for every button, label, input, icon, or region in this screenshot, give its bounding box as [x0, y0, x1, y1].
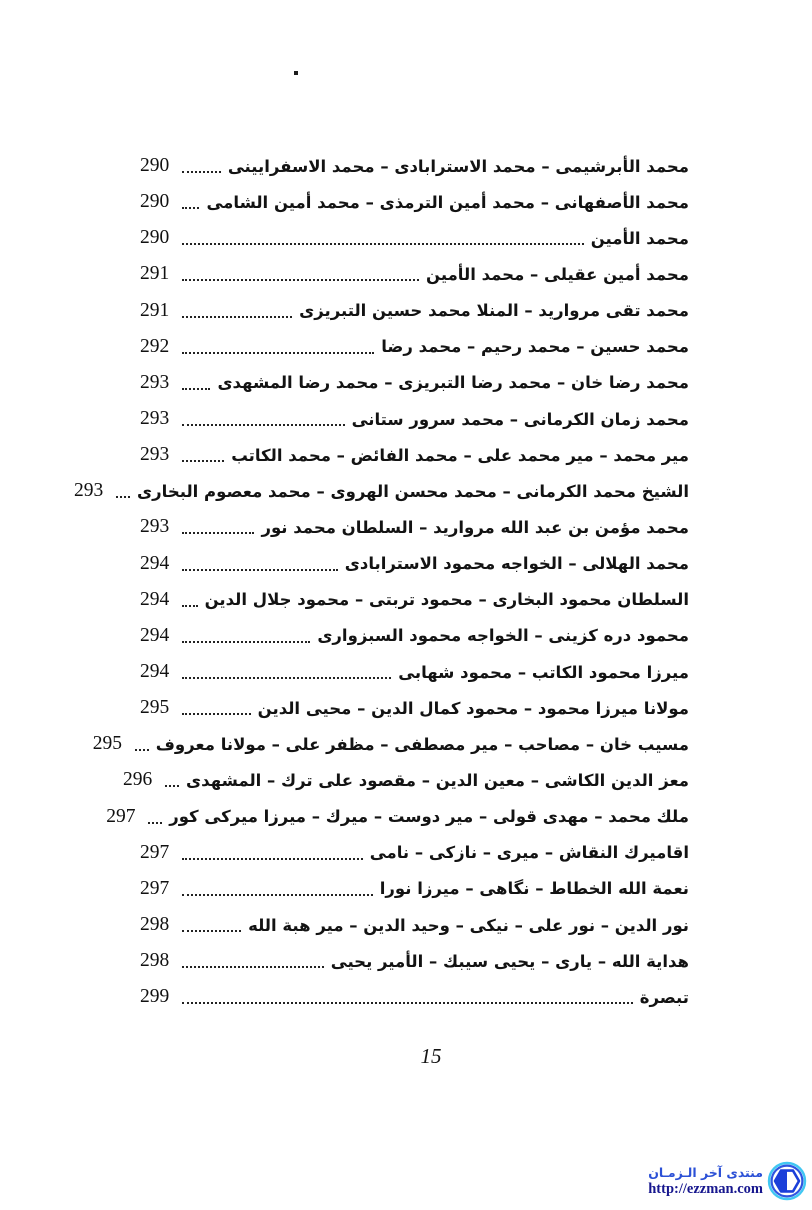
dot-leader [182, 460, 224, 462]
toc-row [140, 329, 689, 365]
toc-row [140, 979, 689, 1015]
toc-entry-names: اقاميرك النقاش – ميرى – نازكى – نامى [369, 843, 689, 863]
toc-page-number: 291 [140, 299, 170, 321]
toc-row [92, 726, 689, 762]
watermark-text-block [648, 1165, 763, 1198]
toc-entry-names: مولانا ميرزا محمود – محمود كمال الدين – محيى الدين [257, 698, 689, 718]
toc-row [140, 293, 689, 329]
dot-leader [182, 858, 363, 860]
toc-page-number: 291 [140, 263, 170, 285]
toc-page-number: 297 [140, 877, 170, 899]
toc-entry-names: محمود دره كزينى – الخواجه محمود السبزوارى [317, 626, 689, 646]
toc-row [140, 365, 689, 401]
toc-row [140, 690, 689, 726]
toc-page-number: 292 [140, 335, 170, 357]
toc-entry-names: نور الدين – نور على – نيكى – وحيد الدين – مير هبة الله [248, 915, 689, 935]
toc-page-number: 294 [140, 661, 170, 683]
toc-row [140, 184, 689, 220]
dot-leader [182, 352, 374, 354]
toc-page-number: 298 [140, 950, 170, 972]
toc-row [140, 509, 689, 545]
toc-entry-names: الشيخ محمد الكرمانى – محمد محسن الهروى – محمد معصوم البخارى [137, 481, 689, 501]
dot-leader [116, 496, 130, 498]
toc-entry-names: محمد حسين – محمد رحيم – محمد رضا [381, 337, 689, 357]
toc-page-number: 290 [140, 191, 170, 213]
toc-page-number: 297 [140, 841, 170, 863]
dot-leader [182, 930, 241, 932]
dot-leader [182, 388, 210, 390]
toc-row [140, 220, 689, 256]
toc-page-number: 298 [140, 914, 170, 936]
toc-row [140, 437, 689, 473]
toc-page-number: 294 [140, 552, 170, 574]
dot-leader [182, 569, 338, 571]
forum-logo-icon [767, 1160, 807, 1202]
watermark-footer [648, 1160, 807, 1202]
toc-page-number: 295 [92, 733, 122, 755]
toc-row [140, 943, 689, 979]
dot-leader [182, 1002, 633, 1004]
toc-row [140, 618, 689, 654]
toc-entry-names: محمد رضا خان – محمد رضا التبريزى – محمد رضا المشهدى [217, 373, 689, 393]
toc-entry-names: محمد الأبرشيمى – محمد الاسترابادى – محمد الاسفرايينى [227, 156, 689, 176]
toc-page-number: 290 [140, 155, 170, 177]
toc-entry-names: محمد أمين عقيلى – محمد الأمين [426, 264, 689, 284]
dot-leader [182, 677, 391, 679]
toc-entry-names: مير محمد – مير محمد على – محمد الفائض – محمد الكاتب [231, 445, 689, 465]
toc-row [140, 148, 689, 184]
toc-entry-names: محمد الهلالى – الخواجه محمود الاسترابادى [344, 554, 689, 574]
toc-entry-names: مسيب خان – مصاحب – مير مصطفى – مظفر على – مولانا معروف [155, 734, 689, 754]
toc-row [140, 871, 689, 907]
forum-name: منتدى آخر الـزمـان [648, 1164, 763, 1180]
toc-entry-names: محمد الأمين [590, 228, 689, 248]
toc-row [140, 654, 689, 690]
toc-page-number: 293 [140, 408, 170, 430]
toc-entry-names: معز الدين الكاشى – معين الدين – مقصود على ترك – المشهدى [186, 770, 689, 790]
dot-leader [182, 171, 221, 173]
dot-leader [182, 316, 292, 318]
toc-entry-names: نعمة الله الخطاط – نگاهى – ميرزا نورا [379, 879, 689, 899]
toc-page-number: 299 [140, 986, 170, 1008]
toc-row [140, 835, 689, 871]
stray-ink-dot [294, 71, 298, 75]
toc-page-number: 290 [140, 227, 170, 249]
toc-page-number: 294 [140, 624, 170, 646]
dot-leader [182, 243, 584, 245]
toc-entry-names: ميرزا محمود الكاتب – محمود شهابى [398, 662, 689, 682]
toc-row [140, 582, 689, 618]
toc-row [74, 473, 689, 509]
toc-page-number: 296 [123, 769, 153, 791]
dot-leader [182, 966, 324, 968]
dot-leader [182, 279, 419, 281]
dot-leader [148, 822, 162, 824]
toc-list [74, 148, 689, 1015]
dot-leader [135, 749, 149, 751]
toc-page-number: 297 [106, 805, 136, 827]
dot-leader [182, 605, 198, 607]
toc-entry-names: محمد الأصفهانى – محمد أمين الترمذى – محمد أمين الشامى [206, 192, 689, 212]
toc-row [106, 799, 689, 835]
toc-entry-names: محمد مؤمن بن عبد الله مرواريد – السلطان محمد نور [261, 517, 689, 537]
dot-leader [182, 713, 251, 715]
dot-leader [182, 424, 345, 426]
toc-page-number: 293 [140, 371, 170, 393]
toc-row [140, 256, 689, 292]
toc-entry-names: تبصرة [639, 987, 689, 1007]
toc-page-number: 293 [140, 444, 170, 466]
toc-row [140, 546, 689, 582]
toc-page-number: 293 [140, 516, 170, 538]
toc-row [140, 401, 689, 437]
toc-entry-names: محمد زمان الكرمانى – محمد سرور ستانى [351, 409, 689, 429]
toc-entry-names: ملك محمد – مهدى قولى – مير دوست – ميرك – ميرزا ميركى كور [169, 807, 689, 827]
dot-leader [165, 785, 179, 787]
dot-leader [182, 207, 199, 209]
toc-entry-names: محمد تقى مرواريد – المنلا محمد حسين التبريزى [299, 301, 689, 321]
toc-page-number: 295 [140, 697, 170, 719]
dot-leader [182, 894, 373, 896]
forum-url: http://ezzman.com [648, 1180, 763, 1197]
toc-row [140, 907, 689, 943]
toc-entry-names: السلطان محمود البخارى – محمود تربتى – محمود جلال الدين [204, 590, 689, 610]
toc-page-number: 294 [140, 588, 170, 610]
dot-leader [182, 641, 310, 643]
folio-page-number: 15 [420, 1044, 442, 1068]
toc-entry-names: هداية الله – يارى – يحيى سيبك – الأمير يحيى [330, 951, 689, 971]
toc-page-number: 293 [74, 480, 104, 502]
dot-leader [182, 532, 254, 534]
toc-row [123, 762, 689, 798]
